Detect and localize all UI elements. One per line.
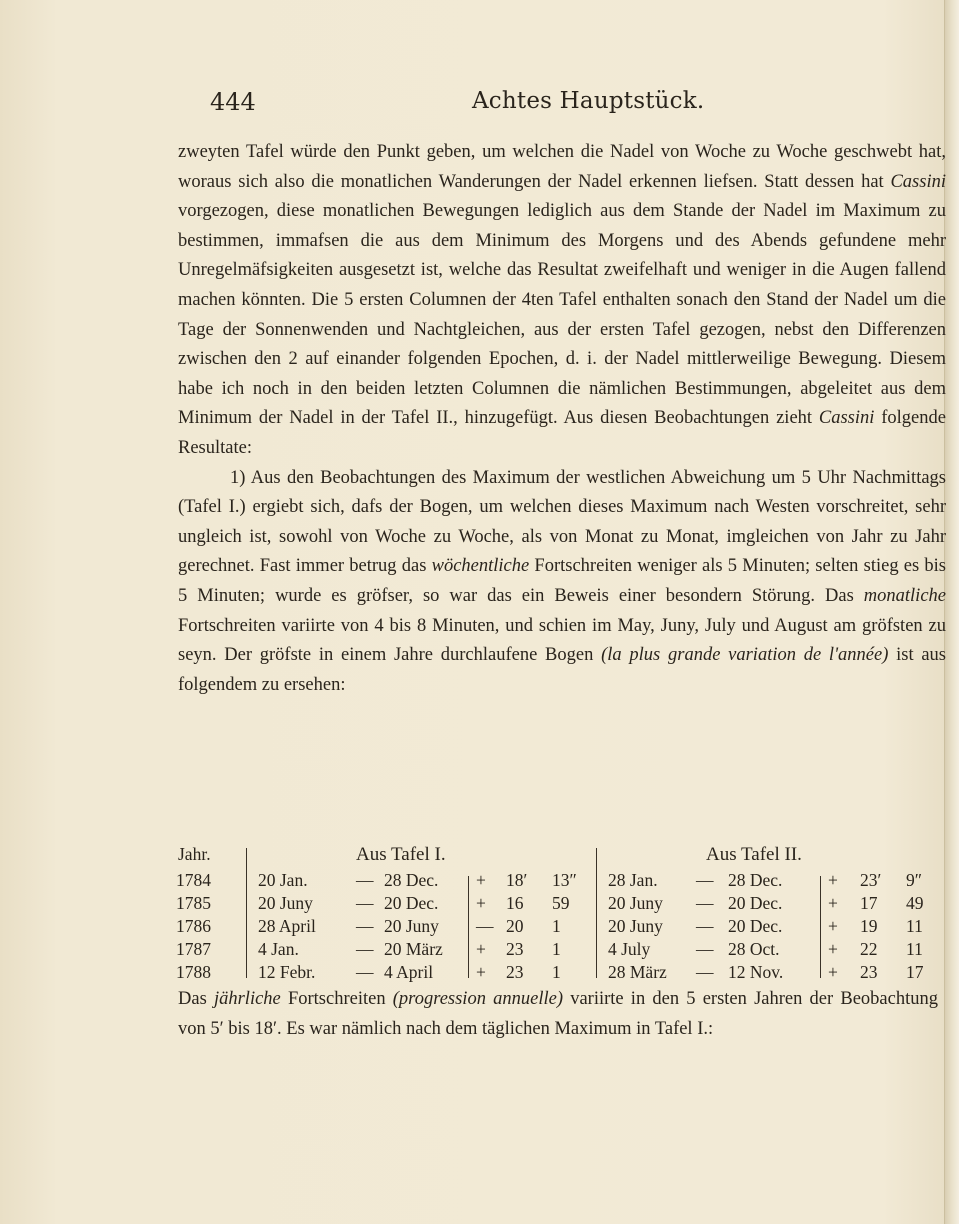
chapter-title: Achtes Hauptstück.: [472, 88, 705, 114]
table-cell-d2: —: [696, 916, 714, 936]
table-cell-m2: 23: [860, 962, 878, 982]
table-cell-d1: —: [356, 870, 374, 890]
table-cell-s1: +: [476, 962, 486, 982]
table-cell-f1: 20 Jan.: [258, 870, 308, 890]
table-cell-f2: 20 Juny: [608, 916, 663, 936]
table-cell-m1: 23: [506, 962, 524, 982]
table-cell-t2: 12 Nov.: [728, 962, 784, 982]
table-row: [176, 939, 954, 962]
table-cell-f1: 4 Jan.: [258, 939, 299, 959]
paragraph-3: Das jährliche Fortschreiten (progression annuelle) variirte in den 5 ersten Jahren der Beobachtung von 5′ bis 18′. Es war nämlich nach dem täglichen Maximum in Tafel I.:: [178, 989, 938, 1039]
table-cell-d2: —: [696, 893, 714, 913]
table-cell-f1: 20 Juny: [258, 893, 313, 913]
closing-text: [178, 984, 938, 1044]
table-cell-m1: 23: [506, 939, 524, 959]
table-cell-x2: 49: [906, 893, 924, 913]
table-cell-f1: 12 Febr.: [258, 962, 316, 982]
table-cell-s2: +: [828, 870, 838, 890]
table-cell-year: 1785: [176, 893, 211, 913]
table-cell-t2: 20 Dec.: [728, 916, 783, 936]
table-cell-x1: 59: [552, 893, 570, 913]
table-cell-t2: 28 Dec.: [728, 870, 783, 890]
table-cell-x1: 13″: [552, 870, 577, 890]
variation-table: [176, 840, 954, 985]
table-cell-m1: 16: [506, 893, 524, 913]
table-cell-s1: +: [476, 870, 486, 890]
page-number: 444: [210, 88, 256, 116]
table-header: [176, 840, 954, 870]
table-cell-x2: 11: [906, 916, 923, 936]
table-cell-m2: 19: [860, 916, 878, 936]
table-cell-x1: 1: [552, 939, 561, 959]
table-group-header-1: Aus Tafel I.: [356, 844, 446, 865]
table-cell-d2: —: [696, 962, 714, 982]
table-body: [176, 870, 954, 985]
table-cell-x2: 9″: [906, 870, 923, 890]
table-cell-d1: —: [356, 893, 374, 913]
table-cell-m2: 17: [860, 893, 878, 913]
table-cell-year: 1786: [176, 916, 211, 936]
year-column-header: Jahr.: [178, 844, 211, 864]
table-cell-t1: 4 April: [384, 962, 434, 982]
table-group-header-2: Aus Tafel II.: [706, 844, 802, 865]
table-cell-d1: —: [356, 939, 374, 959]
table-cell-year: 1788: [176, 962, 211, 982]
author-name: Cassini: [890, 171, 946, 192]
table-cell-f2: 20 Juny: [608, 893, 663, 913]
table-cell-x1: 1: [552, 916, 561, 936]
table-cell-s1: +: [476, 939, 486, 959]
table-cell-t2: 20 Dec.: [728, 893, 783, 913]
table-cell-x1: 1: [552, 962, 561, 982]
paragraph-1: zweyten Tafel würde den Punkt geben, um welchen die Nadel von Woche zu Woche geschwebt hat, woraus sich also die monatlichen Wanderungen der Nadel erkennen liefsen. Statt dessen hat Cassini vorgezogen, diese monatlichen Bewegungen lediglich aus dem Stande der Nadel im Maximum zu bestimmen, immafsen die aus dem Minimum des Morgens und des Abends gefundene mehr Unregelmäfsigkeiten ausgesetzt ist, welche das Resultat zweifelhaft und weniger in die Augen fallend machen könnten. Die 5 ersten Columnen der 4ten Tafel enthalten sonach den Stand der Nadel um die Tage der Sonnenwenden und Nachtgleichen, aus der ersten Tafel gezogen, nebst den Differenzen zwischen den 2 auf einander folgenden Epochen, d. i. der Nadel mittlerweilige Bewegung. Diesem habe ich noch in den beiden letzten Columnen die nämlichen Bestimmungen, abgeleitet aus dem Minimum der Nadel in der Tafel II., hinzugefügt. Aus diesen Beobachtungen zieht Cassini folgende Resultate:: [178, 142, 946, 458]
table-cell-x2: 17: [906, 962, 924, 982]
table-row: [176, 962, 954, 985]
table-cell-t1: 28 Dec.: [384, 870, 439, 890]
paragraph-2: 1) Aus den Beobachtungen des Maximum der westlichen Abweichung um 5 Uhr Nachmittags (Tafel I.) ergiebt sich, dafs der Bogen, um welchen dieses Maximum nach Westen vorschreitet, sehr ungleich ist, sowohl von Woche zu Woche, als von Monat zu Monat, imgleichen von Jahr zu Jahr gerechnet. Fast immer betrug das wöchentliche Fortschreiten weniger als 5 Minuten; selten stieg es bis 5 Minuten; wurde es gröfser, so war das ein Beweis einer besondern Störung. Das monatliche Fortschreiten variirte von 4 bis 8 Minuten, und schien im May, Juny, July und August am gröfsten zu seyn. Der gröfste in einem Jahre durchlaufene Bogen (la plus grande variation de l'année) ist aus folgendem zu ersehen:: [178, 467, 947, 695]
table-cell-x2: 11: [906, 939, 923, 959]
table-cell-t1: 20 Juny: [384, 916, 439, 936]
page-edge: [944, 0, 959, 1224]
running-header: [210, 88, 750, 128]
table-row: [176, 893, 954, 916]
table-cell-s2: +: [828, 939, 838, 959]
table-cell-f2: 4 July: [608, 939, 651, 959]
table-cell-d2: —: [696, 870, 714, 890]
table-row: [176, 916, 954, 939]
table-cell-m1: 20: [506, 916, 524, 936]
table-cell-year: 1784: [176, 870, 211, 890]
table-cell-year: 1787: [176, 939, 211, 959]
table-cell-s2: +: [828, 893, 838, 913]
table-cell-t1: 20 Dec.: [384, 893, 439, 913]
table-cell-s2: +: [828, 962, 838, 982]
table-cell-t2: 28 Oct.: [728, 939, 780, 959]
table-cell-s1: —: [476, 916, 494, 936]
main-text: [178, 138, 946, 700]
table-cell-m1: 18′: [506, 870, 528, 890]
table-cell-d1: —: [356, 916, 374, 936]
author-name: Cassini: [818, 408, 875, 429]
table-cell-m2: 23′: [860, 870, 882, 890]
table-cell-s2: +: [828, 916, 838, 936]
table-cell-f2: 28 März: [608, 962, 667, 982]
table-cell-m2: 22: [860, 939, 878, 959]
table-cell-f1: 28 April: [258, 916, 316, 936]
table-cell-d2: —: [696, 939, 714, 959]
table-cell-t1: 20 März: [384, 939, 443, 959]
table-cell-s1: +: [476, 893, 486, 913]
table-row: [176, 870, 954, 893]
table-cell-d1: —: [356, 962, 374, 982]
table-cell-f2: 28 Jan.: [608, 870, 658, 890]
